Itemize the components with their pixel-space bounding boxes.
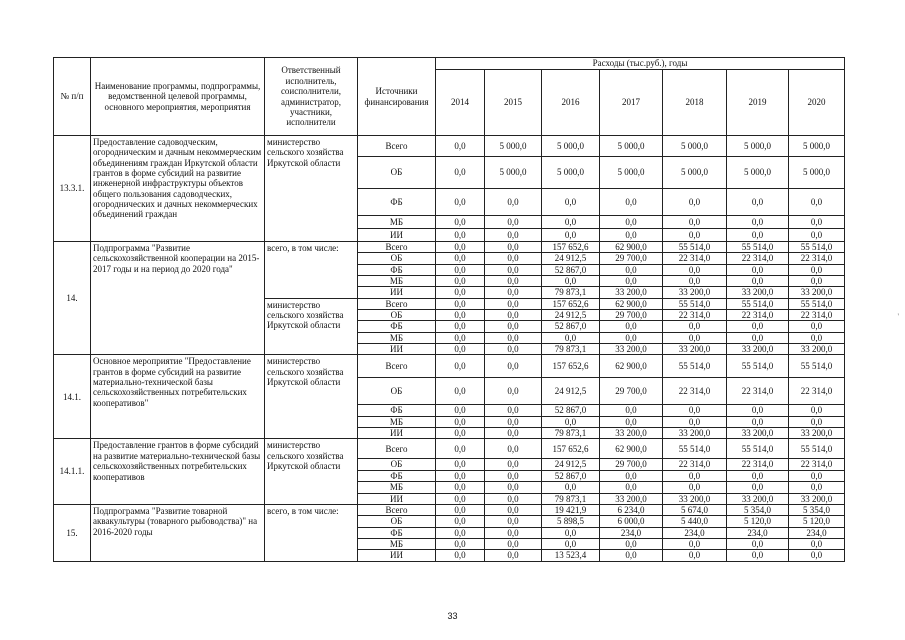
- value-cell: 5 000,0: [789, 136, 845, 157]
- value-cell: 0,0: [436, 378, 485, 405]
- value-cell: 0,0: [485, 550, 542, 561]
- funding-source: МБ: [358, 276, 436, 287]
- value-cell: 0,0: [727, 189, 789, 216]
- value-cell: 0,0: [789, 276, 845, 287]
- funding-source: ФБ: [358, 321, 436, 332]
- header-source: Источники финансирования: [358, 58, 436, 136]
- header-year: 2015: [485, 70, 542, 136]
- header-year: 2018: [663, 70, 727, 136]
- value-cell: 33 200,0: [727, 344, 789, 355]
- value-cell: 0,0: [485, 428, 542, 439]
- value-cell: 0,0: [436, 439, 485, 459]
- value-cell: 22 314,0: [663, 459, 727, 470]
- value-cell: 0,0: [485, 405, 542, 416]
- value-cell: 5 120,0: [727, 516, 789, 527]
- value-cell: 0,0: [485, 264, 542, 275]
- value-cell: 0,0: [663, 482, 727, 493]
- value-cell: 55 514,0: [663, 298, 727, 309]
- value-cell: 0,0: [436, 538, 485, 549]
- funding-source: ФБ: [358, 405, 436, 416]
- funding-source: ФБ: [358, 470, 436, 481]
- value-cell: 0,0: [789, 264, 845, 275]
- value-cell: 0,0: [600, 216, 663, 229]
- value-cell: 55 514,0: [727, 439, 789, 459]
- value-cell: 5 000,0: [485, 157, 542, 189]
- value-cell: 5 440,0: [663, 516, 727, 527]
- row-number: 14.1.: [54, 355, 91, 439]
- value-cell: 0,0: [789, 470, 845, 481]
- row-number: 14.1.1.: [54, 439, 91, 504]
- value-cell: 79 873,1: [542, 344, 600, 355]
- page-number: 33: [447, 611, 458, 621]
- value-cell: 55 514,0: [727, 355, 789, 378]
- value-cell: 0,0: [485, 298, 542, 309]
- value-cell: 33 200,0: [600, 344, 663, 355]
- value-cell: 55 514,0: [789, 242, 845, 253]
- value-cell: 0,0: [663, 321, 727, 332]
- value-cell: 0,0: [485, 516, 542, 527]
- value-cell: 62 900,0: [600, 242, 663, 253]
- value-cell: 22 314,0: [727, 459, 789, 470]
- value-cell: 33 200,0: [789, 344, 845, 355]
- header-name: Наименование программы, подпрограммы, ведомственной целевой программы, основного мероприятия, мероприятия: [91, 58, 265, 136]
- value-cell: 0,0: [727, 538, 789, 549]
- value-cell: 6 234,0: [600, 504, 663, 515]
- row-number: 15.: [54, 504, 91, 561]
- funding-source: Всего: [358, 242, 436, 253]
- value-cell: 0,0: [727, 216, 789, 229]
- value-cell: 33 200,0: [789, 287, 845, 298]
- value-cell: 24 912,5: [542, 253, 600, 264]
- value-cell: 0,0: [727, 405, 789, 416]
- value-cell: 62 900,0: [600, 298, 663, 309]
- value-cell: 0,0: [485, 344, 542, 355]
- value-cell: 5 000,0: [542, 136, 600, 157]
- value-cell: 0,0: [436, 321, 485, 332]
- value-cell: 0,0: [436, 459, 485, 470]
- value-cell: 79 873,1: [542, 428, 600, 439]
- value-cell: 0,0: [600, 550, 663, 561]
- value-cell: 0,0: [600, 482, 663, 493]
- table-row: [54, 504, 845, 515]
- value-cell: 0,0: [436, 298, 485, 309]
- value-cell: 0,0: [485, 439, 542, 459]
- value-cell: 0,0: [663, 229, 727, 242]
- value-cell: 0,0: [789, 538, 845, 549]
- funding-source: ИИ: [358, 344, 436, 355]
- funding-source: ОБ: [358, 378, 436, 405]
- value-cell: 0,0: [485, 242, 542, 253]
- value-cell: 33 200,0: [727, 493, 789, 504]
- value-cell: 13 523,4: [542, 550, 600, 561]
- funding-source: ФБ: [358, 189, 436, 216]
- value-cell: 0,0: [485, 321, 542, 332]
- value-cell: 22 314,0: [663, 310, 727, 321]
- value-cell: 52 867,0: [542, 321, 600, 332]
- value-cell: 0,0: [600, 332, 663, 343]
- value-cell: 0,0: [436, 344, 485, 355]
- value-cell: 5 354,0: [789, 504, 845, 515]
- value-cell: 22 314,0: [727, 378, 789, 405]
- value-cell: 0,0: [485, 378, 542, 405]
- value-cell: 5 000,0: [789, 157, 845, 189]
- value-cell: 0,0: [663, 416, 727, 427]
- value-cell: 0,0: [485, 276, 542, 287]
- value-cell: 33 200,0: [663, 287, 727, 298]
- value-cell: 22 314,0: [789, 253, 845, 264]
- value-cell: 79 873,1: [542, 287, 600, 298]
- header-row: [54, 58, 845, 70]
- value-cell: 29 700,0: [600, 378, 663, 405]
- funding-source: ОБ: [358, 516, 436, 527]
- value-cell: 22 314,0: [789, 310, 845, 321]
- value-cell: 55 514,0: [789, 355, 845, 378]
- funding-source: МБ: [358, 416, 436, 427]
- row-responsible: всего, в том числе:: [265, 504, 358, 561]
- value-cell: 33 200,0: [789, 493, 845, 504]
- value-cell: 0,0: [436, 287, 485, 298]
- funding-source: ОБ: [358, 459, 436, 470]
- value-cell: 33 200,0: [727, 428, 789, 439]
- row-responsible: министерство сельского хозяйства Иркутской области: [265, 136, 358, 242]
- row-name: Основное мероприятие "Предоставление грантов в форме субсидий на развитие материально-технической базы сельскохозяйственных потребительских кооперативов": [91, 355, 265, 439]
- value-cell: 0,0: [436, 482, 485, 493]
- value-cell: 0,0: [485, 332, 542, 343]
- value-cell: 0,0: [436, 332, 485, 343]
- value-cell: 33 200,0: [663, 344, 727, 355]
- value-cell: 157 652,6: [542, 355, 600, 378]
- value-cell: 0,0: [663, 550, 727, 561]
- funding-source: Всего: [358, 504, 436, 515]
- value-cell: 0,0: [436, 229, 485, 242]
- table-row: [54, 439, 845, 459]
- value-cell: 0,0: [789, 321, 845, 332]
- value-cell: 0,0: [727, 550, 789, 561]
- value-cell: 0,0: [663, 276, 727, 287]
- value-cell: 0,0: [663, 405, 727, 416]
- value-cell: 0,0: [727, 321, 789, 332]
- value-cell: 0,0: [436, 405, 485, 416]
- value-cell: 0,0: [542, 527, 600, 538]
- value-cell: 0,0: [436, 310, 485, 321]
- value-cell: 0,0: [485, 287, 542, 298]
- value-cell: 0,0: [600, 538, 663, 549]
- value-cell: 0,0: [600, 321, 663, 332]
- row-name: Предоставление садоводческим, огородническим и дачным некоммерческим объединениям граждан Иркутской области грантов в форме субсидий на развитие инженерной инфраструктуры объектов общего пользования садоводческих, огороднических и дачных некоммерческих объединений граждан: [91, 136, 265, 242]
- funding-source: ИИ: [358, 287, 436, 298]
- funding-source: МБ: [358, 538, 436, 549]
- value-cell: 55 514,0: [663, 242, 727, 253]
- value-cell: 0,0: [436, 550, 485, 561]
- value-cell: 0,0: [485, 527, 542, 538]
- row-name: Подпрограмма "Развитие сельскохозяйственной кооперации на 2015-2017 годы и на период до 2020 года": [91, 242, 265, 355]
- value-cell: 5 898,5: [542, 516, 600, 527]
- header-year: 2020: [789, 70, 845, 136]
- funding-source: ОБ: [358, 157, 436, 189]
- value-cell: 5 000,0: [542, 157, 600, 189]
- value-cell: 5 120,0: [789, 516, 845, 527]
- value-cell: 0,0: [542, 216, 600, 229]
- value-cell: 0,0: [436, 253, 485, 264]
- value-cell: 0,0: [436, 216, 485, 229]
- value-cell: 0,0: [485, 416, 542, 427]
- value-cell: 0,0: [789, 550, 845, 561]
- row-responsible: министерство сельского хозяйства Иркутской области: [265, 355, 358, 439]
- value-cell: 157 652,6: [542, 242, 600, 253]
- value-cell: 0,0: [485, 504, 542, 515]
- value-cell: 234,0: [789, 527, 845, 538]
- row-number: 13.3.1.: [54, 136, 91, 242]
- value-cell: 33 200,0: [727, 287, 789, 298]
- table-row: [54, 355, 845, 378]
- funding-source: ИИ: [358, 550, 436, 561]
- value-cell: 55 514,0: [663, 439, 727, 459]
- value-cell: 0,0: [663, 538, 727, 549]
- value-cell: 0,0: [600, 276, 663, 287]
- value-cell: 22 314,0: [727, 310, 789, 321]
- row-responsible: всего, в том числе:: [265, 242, 358, 299]
- value-cell: 0,0: [789, 482, 845, 493]
- value-cell: 29 700,0: [600, 459, 663, 470]
- value-cell: 0,0: [600, 229, 663, 242]
- value-cell: 0,0: [436, 416, 485, 427]
- funding-source: МБ: [358, 216, 436, 229]
- value-cell: 0,0: [436, 504, 485, 515]
- value-cell: 157 652,6: [542, 298, 600, 309]
- header-year: 2017: [600, 70, 663, 136]
- value-cell: 0,0: [485, 216, 542, 229]
- funding-source: ИИ: [358, 229, 436, 242]
- funding-source: ОБ: [358, 253, 436, 264]
- value-cell: 0,0: [600, 416, 663, 427]
- value-cell: 0,0: [485, 229, 542, 242]
- table-row: [54, 136, 845, 157]
- value-cell: 0,0: [727, 416, 789, 427]
- value-cell: 0,0: [542, 416, 600, 427]
- value-cell: 0,0: [727, 276, 789, 287]
- value-cell: 0,0: [436, 493, 485, 504]
- value-cell: 5 000,0: [663, 157, 727, 189]
- value-cell: 33 200,0: [600, 493, 663, 504]
- value-cell: 157 652,6: [542, 439, 600, 459]
- value-cell: 0,0: [485, 310, 542, 321]
- value-cell: 5 000,0: [600, 157, 663, 189]
- funding-source: Всего: [358, 136, 436, 157]
- value-cell: 52 867,0: [542, 470, 600, 481]
- value-cell: 0,0: [789, 332, 845, 343]
- value-cell: 5 000,0: [727, 136, 789, 157]
- row-responsible: министерство сельского хозяйства Иркутской области: [265, 439, 358, 504]
- value-cell: 33 200,0: [663, 493, 727, 504]
- value-cell: 234,0: [663, 527, 727, 538]
- expenses-table: [53, 57, 845, 562]
- value-cell: 55 514,0: [663, 355, 727, 378]
- table-row: [54, 242, 845, 253]
- value-cell: 5 000,0: [485, 136, 542, 157]
- value-cell: 0,0: [542, 229, 600, 242]
- value-cell: 5 000,0: [663, 136, 727, 157]
- value-cell: 22 314,0: [663, 378, 727, 405]
- value-cell: 0,0: [485, 355, 542, 378]
- value-cell: 33 200,0: [663, 428, 727, 439]
- header-expenses: Расходы (тыс.руб.), годы: [436, 58, 845, 70]
- row-name: Предоставление грантов в форме субсидий на развитие материально-технической базы сельскохозяйственных потребительских кооперативов: [91, 439, 265, 504]
- header-year: 2016: [542, 70, 600, 136]
- value-cell: 55 514,0: [727, 242, 789, 253]
- value-cell: 6 000,0: [600, 516, 663, 527]
- value-cell: 0,0: [436, 264, 485, 275]
- value-cell: 0,0: [727, 229, 789, 242]
- value-cell: 22 314,0: [663, 253, 727, 264]
- funding-source: ИИ: [358, 428, 436, 439]
- value-cell: 0,0: [436, 276, 485, 287]
- funding-source: ИИ: [358, 493, 436, 504]
- value-cell: 0,0: [727, 264, 789, 275]
- value-cell: 55 514,0: [789, 298, 845, 309]
- value-cell: 0,0: [663, 332, 727, 343]
- header-num: № п/п: [54, 58, 91, 136]
- value-cell: 22 314,0: [789, 378, 845, 405]
- value-cell: 0,0: [789, 189, 845, 216]
- value-cell: 0,0: [436, 189, 485, 216]
- value-cell: 0,0: [436, 516, 485, 527]
- value-cell: 0,0: [542, 332, 600, 343]
- value-cell: 55 514,0: [789, 439, 845, 459]
- value-cell: 0,0: [485, 459, 542, 470]
- value-cell: 62 900,0: [600, 355, 663, 378]
- value-cell: 0,0: [485, 482, 542, 493]
- value-cell: 0,0: [600, 189, 663, 216]
- row-responsible: министерство сельского хозяйства Иркутской области: [265, 298, 358, 355]
- value-cell: 234,0: [600, 527, 663, 538]
- value-cell: 0,0: [727, 332, 789, 343]
- value-cell: 0,0: [436, 428, 485, 439]
- value-cell: 79 873,1: [542, 493, 600, 504]
- funding-source: МБ: [358, 482, 436, 493]
- value-cell: 0,0: [789, 229, 845, 242]
- value-cell: 0,0: [789, 216, 845, 229]
- value-cell: 0,0: [436, 242, 485, 253]
- value-cell: 24 912,5: [542, 459, 600, 470]
- value-cell: 29 700,0: [600, 253, 663, 264]
- value-cell: 19 421,9: [542, 504, 600, 515]
- row-number: 14.: [54, 242, 91, 355]
- value-cell: 0,0: [663, 216, 727, 229]
- funding-source: Всего: [358, 355, 436, 378]
- value-cell: 0,0: [600, 470, 663, 481]
- value-cell: 0,0: [436, 355, 485, 378]
- value-cell: 0,0: [436, 157, 485, 189]
- value-cell: 0,0: [436, 470, 485, 481]
- value-cell: 62 900,0: [600, 439, 663, 459]
- funding-source: Всего: [358, 298, 436, 309]
- header-year: 2019: [727, 70, 789, 136]
- value-cell: 0,0: [485, 538, 542, 549]
- value-cell: 0,0: [600, 264, 663, 275]
- value-cell: 0,0: [789, 405, 845, 416]
- value-cell: 0,0: [727, 470, 789, 481]
- value-cell: 24 912,5: [542, 378, 600, 405]
- value-cell: 0,0: [485, 253, 542, 264]
- value-cell: 33 200,0: [600, 428, 663, 439]
- value-cell: 22 314,0: [789, 459, 845, 470]
- value-cell: 55 514,0: [727, 298, 789, 309]
- funding-source: Всего: [358, 439, 436, 459]
- value-cell: 0,0: [727, 482, 789, 493]
- value-cell: 0,0: [436, 136, 485, 157]
- value-cell: 5 000,0: [727, 157, 789, 189]
- value-cell: 5 000,0: [600, 136, 663, 157]
- funding-source: МБ: [358, 332, 436, 343]
- value-cell: 0,0: [436, 527, 485, 538]
- value-cell: 33 200,0: [600, 287, 663, 298]
- funding-source: ОБ: [358, 310, 436, 321]
- value-cell: 52 867,0: [542, 264, 600, 275]
- funding-source: ФБ: [358, 527, 436, 538]
- funding-source: ФБ: [358, 264, 436, 275]
- value-cell: 33 200,0: [789, 428, 845, 439]
- row-name: Подпрограмма "Развитие товарной аквакультуры (товарного рыбоводства)" на 2016-2020 годы: [91, 504, 265, 561]
- header-responsible: Ответственный исполнитель, соисполнители, администратор, участники, исполнители: [265, 58, 358, 136]
- value-cell: 0,0: [542, 482, 600, 493]
- value-cell: 0,0: [542, 276, 600, 287]
- value-cell: 0,0: [600, 405, 663, 416]
- value-cell: 0,0: [789, 416, 845, 427]
- value-cell: 0,0: [663, 189, 727, 216]
- value-cell: 5 674,0: [663, 504, 727, 515]
- value-cell: 29 700,0: [600, 310, 663, 321]
- value-cell: 0,0: [663, 470, 727, 481]
- value-cell: 24 912,5: [542, 310, 600, 321]
- value-cell: 52 867,0: [542, 405, 600, 416]
- value-cell: 234,0: [727, 527, 789, 538]
- value-cell: 22 314,0: [727, 253, 789, 264]
- value-cell: 0,0: [542, 189, 600, 216]
- value-cell: 0,0: [485, 189, 542, 216]
- header-year: 2014: [436, 70, 485, 136]
- value-cell: 0,0: [485, 470, 542, 481]
- value-cell: 5 354,0: [727, 504, 789, 515]
- value-cell: 0,0: [542, 538, 600, 549]
- value-cell: 0,0: [663, 264, 727, 275]
- value-cell: 0,0: [485, 493, 542, 504]
- scan-mark: ': [897, 312, 899, 321]
